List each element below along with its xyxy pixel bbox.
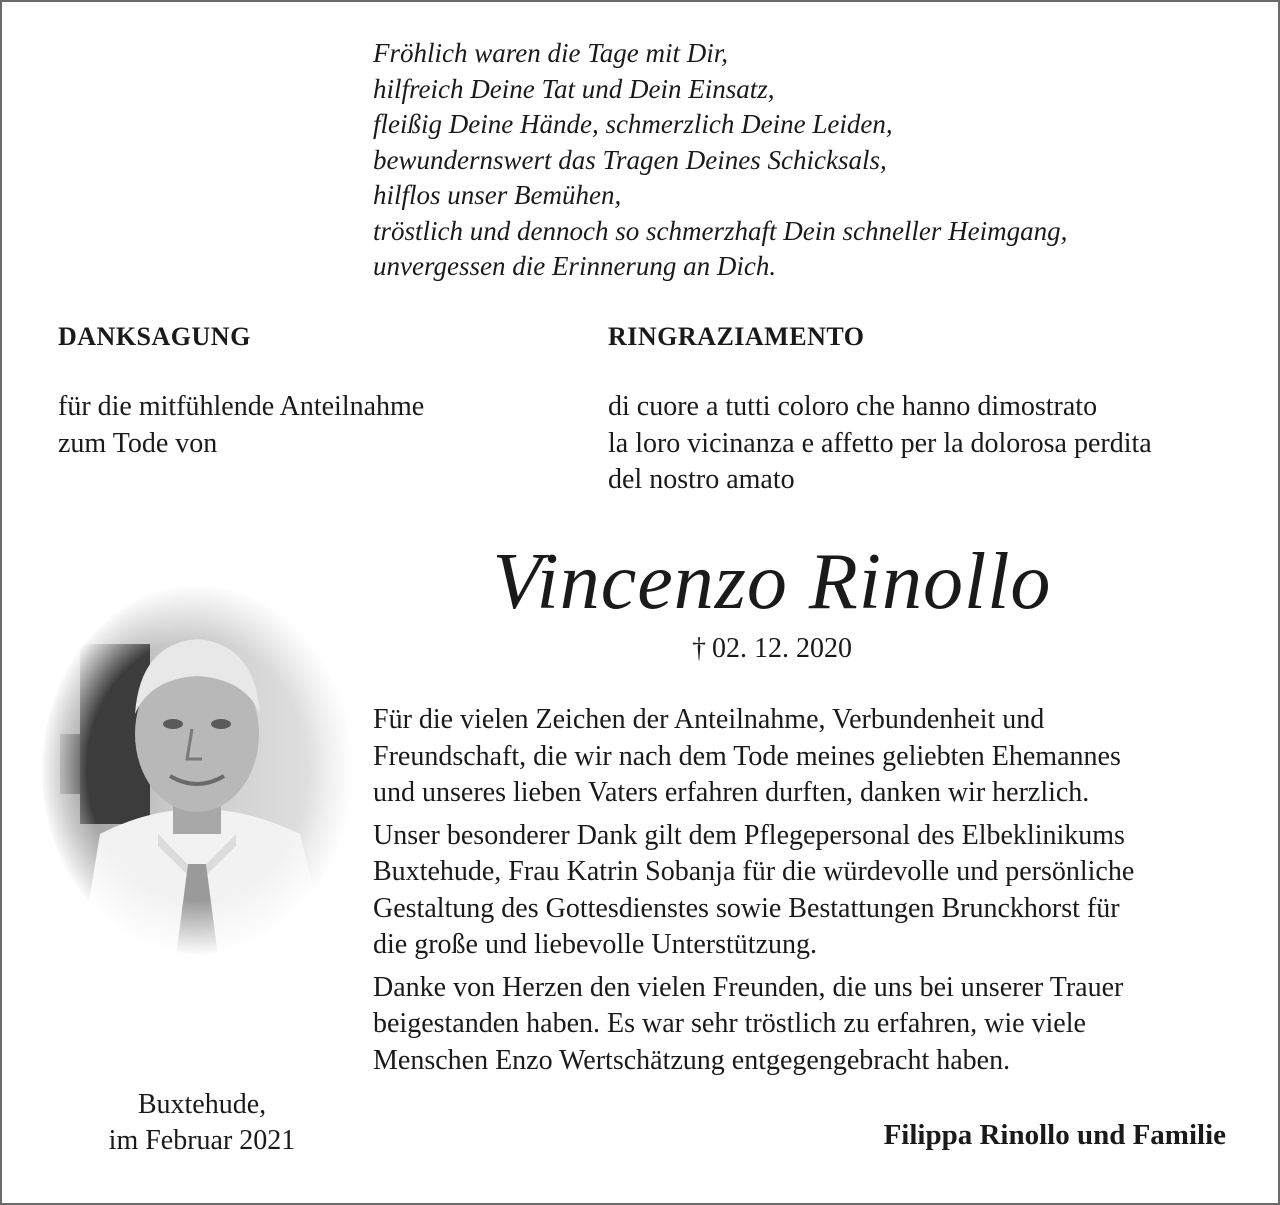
poem-line: hilfreich Deine Tat und Dein Einsatz, <box>373 73 775 104</box>
poem-line: tröstlich und dennoch so schmerzhaft Dein schneller Heimgang, <box>373 215 1068 246</box>
paragraph-line: beigestanden haben. Es war sehr tröstlich zu erfahren, wie viele <box>373 1008 1086 1039</box>
place: Buxtehude, <box>137 1089 267 1120</box>
paragraph-line: Unser besonderer Dank gilt dem Pflegepersonal des Elbeklinikums <box>373 819 1125 851</box>
paragraph-line: Gestaltung des Gottesdienstes sowie Bestattungen Brunckhorst für <box>373 892 1120 924</box>
paragraph-line: die große und liebevolle Unterstützung. <box>373 929 817 960</box>
paragraph <box>373 818 1263 964</box>
italian-intro-line: di cuore a tutti coloro che hanno dimostrato <box>608 391 1098 422</box>
poem-line: Fröhlich waren die Tage mit Dir, <box>373 38 729 68</box>
italian-intro <box>608 389 1152 499</box>
paragraph <box>373 970 1263 1080</box>
signature: Filippa Rinollo und Familie <box>883 1119 1226 1151</box>
paragraph-line: Menschen Enzo Wertschätzung entgegengebracht haben. <box>373 1044 1011 1076</box>
italian-intro-line: del nostro amato <box>608 464 795 495</box>
paragraph-line: und unseres lieben Vaters erfahren durften, danken wir herzlich. <box>373 777 1090 808</box>
poem-line: bewundernswert das Tragen Deines Schicksals, <box>373 144 887 175</box>
death-date-line <box>372 633 1172 665</box>
italian-heading: RINGRAZIAMENTO <box>608 322 865 351</box>
italian-intro-line: la loro vicinanza e affetto per la dolorosa perdita <box>608 427 1152 459</box>
paragraph-line: Freundschaft, die wir nach dem Tode meines geliebten Ehemannes <box>373 740 1121 772</box>
paragraph <box>373 702 1263 812</box>
paragraph-line: Buxtehude, Frau Katrin Sobanja für die würdevolle und persönliche <box>373 856 1135 887</box>
paragraph-line: Danke von Herzen den vielen Freunden, die uns bei unserer Trauer <box>373 971 1124 1003</box>
portrait-photo <box>40 584 354 956</box>
death-date: 02. 12. 2020 <box>712 633 852 664</box>
german-heading: DANKSAGUNG <box>58 322 251 351</box>
deceased-name: Vincenzo Rinollo <box>492 538 1052 626</box>
poem <box>373 36 1067 285</box>
german-intro <box>58 389 424 462</box>
german-intro-line: zum Tode von <box>58 427 218 459</box>
poem-line: hilflos unser Bemühen, <box>373 180 622 210</box>
paragraph-line: Für die vielen Zeichen der Anteilnahme, Verbundenheit und <box>373 704 1045 735</box>
place-and-date <box>62 1087 342 1159</box>
german-intro-line: für die mitfühlende Anteilnahme <box>58 391 425 422</box>
thanks-text <box>373 702 1263 1085</box>
poem-line: fleißig Deine Hände, schmerzlich Deine Leiden, <box>373 109 893 139</box>
date: im Februar 2021 <box>108 1125 296 1156</box>
cross-symbol: † <box>692 633 706 664</box>
poem-line: unvergessen die Erinnerung an Dich. <box>373 251 777 281</box>
